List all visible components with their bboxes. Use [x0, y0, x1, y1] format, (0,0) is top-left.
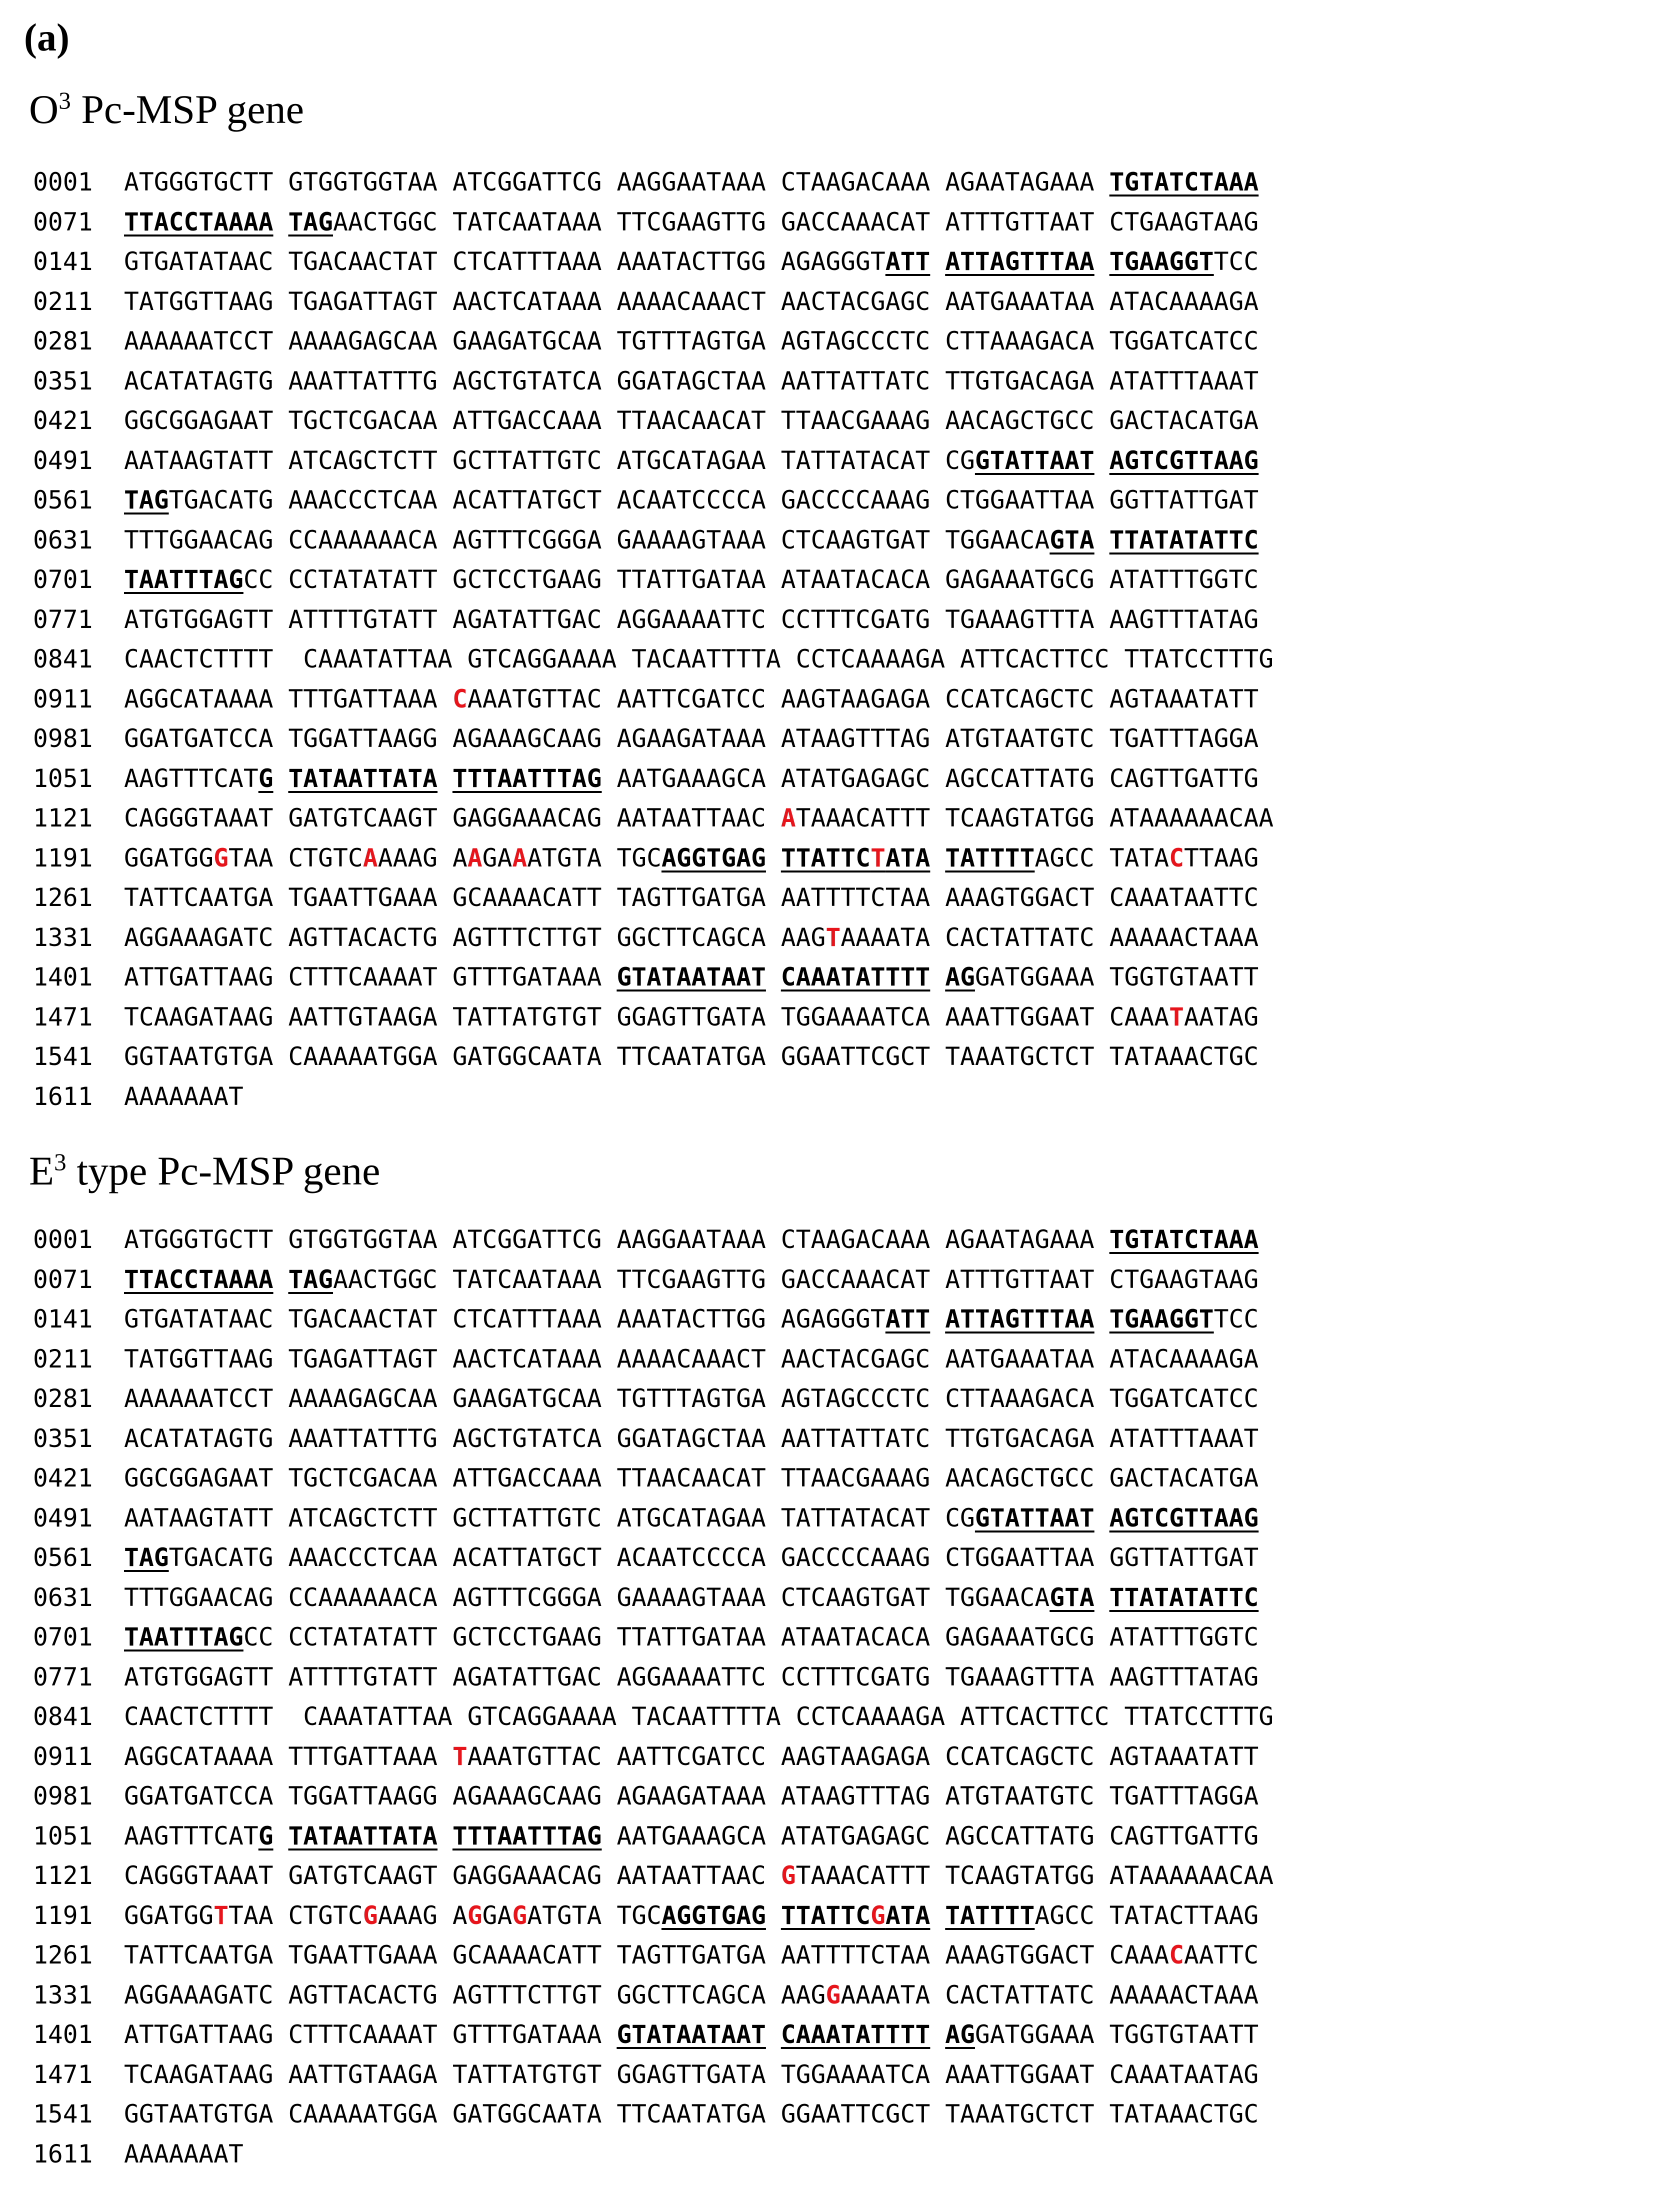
sequence-segment: [1094, 1304, 1110, 1334]
primer-site-segment: ATTAGTTTAA: [945, 1304, 1094, 1334]
sequence-segment: TTTGGAACAG CCAAAAAACA AGTTTCGGGA GAAAAGTAAA CTCAAGTGAT TGGAACA: [124, 525, 1050, 554]
snp-base: A: [512, 843, 528, 872]
primer-site-segment: TTACCTAAAA: [124, 207, 274, 236]
sequence-segment: AATAG: [1184, 1002, 1259, 1032]
sequence-line: [33, 2055, 1274, 2095]
sequence-line: [33, 600, 1274, 640]
sequence-segment: AAAATA CACTATTATC AAAAACTAAA: [840, 922, 1259, 952]
line-number: 0281: [33, 1384, 93, 1413]
snp-base: G: [780, 1861, 796, 1890]
sequence-segment: [1094, 446, 1110, 475]
sequence-segment: GATGGAAA TGGTGTAATT: [974, 2020, 1259, 2049]
primer-site-segment: AG: [945, 962, 975, 992]
sequence-line: [33, 1896, 1274, 1936]
sequence-segment: [274, 764, 288, 793]
sequence-line: [33, 1538, 1274, 1578]
sequence-segment: [930, 2020, 945, 2049]
primer-site-segment: CAAATATTTT: [780, 2020, 930, 2049]
snp-base: A: [467, 843, 482, 872]
sequence-segment: [274, 208, 288, 236]
sequence-line: [33, 202, 1274, 242]
sequence-segment: GTGATATAAC TGACAACTAT CTCATTTAAA AAATACTTGG AGAGGGT: [124, 1304, 886, 1334]
sequence-line: [33, 759, 1274, 799]
sequence-segment: AAGTTTCAT: [124, 764, 258, 793]
sequence-segment: TCC: [1214, 1304, 1259, 1334]
line-number: 1331: [33, 1980, 93, 2010]
sequence-segment: [438, 1822, 452, 1850]
sequence-line: [33, 1037, 1274, 1077]
sequence-segment: AGGAAAGATC AGTTACACTG AGTTTCTTGT GGCTTCAGCA AAG: [124, 1980, 826, 2010]
sequence-line: [33, 1419, 1274, 1459]
line-number: 0981: [33, 724, 93, 753]
sequence-segment: AATAAGTATT ATCAGCTCTT GCTTATTGTC ATGCATAGAA TATTATACAT CG: [124, 446, 975, 475]
snp-base: G: [214, 843, 229, 872]
primer-snp-base: G: [870, 1900, 886, 1930]
sequence-segment: CAGGGTAAAT GATGTCAAGT GAGGAAACAG AATAATTAAC: [124, 804, 781, 832]
sequence-line: [33, 1077, 1274, 1117]
line-number: 1191: [33, 1900, 93, 1930]
section-title-superscript: 3: [54, 1148, 66, 1176]
line-number: 0631: [33, 1582, 93, 1612]
line-number: 1261: [33, 883, 93, 912]
line-number: 0981: [33, 1782, 93, 1810]
sequence-line: [33, 1936, 1274, 1976]
primer-site-segment: TTATTC: [780, 843, 870, 872]
sequence-line: [33, 1379, 1274, 1419]
snp-base: A: [362, 843, 378, 872]
sequence-segment: TAAACATTT TCAAGTATGG ATAAAAAACAA: [796, 804, 1274, 832]
sequence-segment: ATTGATTAAG CTTTCAAAAT GTTTGATAAA: [124, 962, 617, 992]
primer-site-segment: TTTAATTTAG: [452, 1821, 602, 1850]
primer-site-segment: TAG: [288, 207, 334, 236]
snp-base: G: [467, 1900, 482, 1930]
sequence-segment: AGCC TATACTTAAG: [1034, 1900, 1259, 1930]
sequence-segment: AGCC TATA: [1034, 843, 1170, 872]
primer-site-segment: GTATTAAT: [974, 1503, 1094, 1532]
sequence-line: [33, 560, 1274, 600]
snp-base: C: [1169, 843, 1184, 872]
line-number: 1121: [33, 804, 93, 832]
line-number: 0421: [33, 1464, 93, 1492]
sequence-segment: AATGAAAGCA ATATGAGAGC AGCCATTATG CAGTTGATTG: [602, 1821, 1259, 1850]
section-title-o3: [29, 86, 304, 133]
sequence-segment: GGATGATCCA TGGATTAAGG AGAAAGCAAG AGAAGATAAA ATAAGTTTAG ATGTAATGTC TGATTTAGGA: [124, 1782, 1259, 1810]
line-number: 1611: [33, 2139, 93, 2168]
line-number: 0561: [33, 486, 93, 514]
primer-site-segment: TGTATCTAAA: [1109, 1225, 1259, 1254]
sequence-line: [33, 2015, 1274, 2055]
sequence-segment: GGCGGAGAAT TGCTCGACAA ATTGACCAAA TTAACAACAT TTAACGAAAG AACAGCTGCC GACTACATGA: [124, 406, 1259, 435]
sequence-segment: GGTAATGTGA CAAAAATGGA GATGGCAATA TTCAATATGA GGAATTCGCT TAAATGCTCT TATAAACTGC: [124, 2100, 1259, 2128]
primer-site-segment: ATT: [885, 247, 930, 276]
sequence-line: [33, 2094, 1274, 2134]
line-number: 0351: [33, 1424, 93, 1453]
sequence-block-o3: [33, 162, 1274, 1116]
sequence-segment: [1094, 1504, 1110, 1532]
primer-site-segment: TTACCTAAAA: [124, 1264, 274, 1294]
line-number: 0631: [33, 525, 93, 554]
primer-site-segment: TAATTTAG: [124, 565, 244, 594]
sequence-segment: AAGTTTCAT: [124, 1821, 258, 1850]
snp-base: T: [826, 922, 841, 952]
line-number: 0701: [33, 1622, 93, 1652]
line-number: 0071: [33, 207, 93, 236]
sequence-line: [33, 719, 1274, 759]
sequence-line: [33, 480, 1274, 520]
primer-site-segment: AG: [945, 2020, 975, 2049]
primer-site-segment: CAAATATTTT: [780, 962, 930, 992]
sequence-line: [33, 1737, 1274, 1777]
primer-site-segment: TTATATATTC: [1109, 525, 1259, 554]
primer-site-segment: ATT: [885, 1304, 930, 1334]
sequence-line: [33, 282, 1274, 322]
section-title-prefix: O: [29, 86, 59, 132]
primer-site-segment: ATA: [885, 843, 930, 872]
sequence-line: [33, 1856, 1274, 1896]
primer-site-segment: TGAAGGT: [1109, 1304, 1214, 1334]
snp-base: A: [780, 804, 796, 832]
line-number: 1541: [33, 1042, 93, 1071]
sequence-segment: [766, 1901, 781, 1930]
snp-base: T: [214, 1900, 229, 1930]
sequence-segment: TGACATG AAACCCTCAA ACATTATGCT ACAATCCCCA GACCCCAAAG CTGGAATTAA GGTTATTGAT: [168, 1543, 1259, 1572]
primer-site-segment: TATAATTATA: [288, 1821, 438, 1850]
sequence-segment: [930, 844, 945, 872]
primer-site-segment: TATTTT: [945, 843, 1035, 872]
sequence-segment: [930, 247, 945, 276]
sequence-segment: AGGCATAAAA TTTGATTAAA: [124, 1742, 452, 1771]
sequence-segment: TGACATG AAACCCTCAA ACATTATGCT ACAATCCCCA GACCCCAAAG CTGGAATTAA GGTTATTGAT: [168, 486, 1259, 514]
sequence-segment: TATGGTTAAG TGAGATTAGT AACTCATAAA AAAACAAACT AACTACGAGC AATGAAATAA ATACAAAAGA: [124, 1344, 1259, 1374]
sequence-line: [33, 362, 1274, 402]
sequence-line: [33, 998, 1274, 1038]
sequence-segment: GTGATATAAC TGACAACTAT CTCATTTAAA AAATACTTGG AGAGGGT: [124, 247, 886, 276]
sequence-segment: TATGGTTAAG TGAGATTAGT AACTCATAAA AAAACAAACT AACTACGAGC AATGAAATAA ATACAAAAGA: [124, 286, 1259, 316]
snp-base: T: [452, 1742, 468, 1771]
line-number: 1121: [33, 1861, 93, 1890]
sequence-segment: AATTC: [1184, 1940, 1259, 1970]
snp-base: C: [1169, 1940, 1184, 1970]
sequence-line: [33, 162, 1274, 202]
sequence-segment: AATGAAAGCA ATATGAGAGC AGCCATTATG CAGTTGATTG: [602, 764, 1259, 793]
line-number: 1051: [33, 764, 93, 793]
line-number: 0771: [33, 604, 93, 634]
line-number: 1611: [33, 1082, 93, 1111]
sequence-segment: CC CCTATATATT GCTCCTGAAG TTATTGATAA ATAATACACA GAGAAATGCG ATATTTGGTC: [243, 1622, 1259, 1652]
sequence-segment: GA: [482, 1900, 512, 1930]
sequence-line: [33, 838, 1274, 878]
sequence-segment: [930, 1304, 945, 1334]
line-number: 0771: [33, 1662, 93, 1692]
sequence-segment: ACATATAGTG AAATTATTTG AGCTGTATCA GGATAGCTAA AATTATTATC TTGTGACAGA ATATTTAAAT: [124, 1424, 1259, 1453]
primer-site-segment: G: [258, 764, 274, 793]
sequence-segment: [274, 1265, 288, 1294]
sequence-segment: TTTGGAACAG CCAAAAAACA AGTTTCGGGA GAAAAGTAAA CTCAAGTGAT TGGAACA: [124, 1582, 1050, 1612]
sequence-segment: ATGGGTGCTT GTGGTGGTAA ATCGGATTCG AAGGAATAAA CTAAGACAAA AGAATAGAAA: [124, 1225, 1110, 1254]
line-number: 0911: [33, 684, 93, 714]
sequence-line: [33, 1816, 1274, 1856]
line-number: 0841: [33, 1702, 93, 1731]
sequence-line: [33, 1976, 1274, 2016]
line-number: 0561: [33, 1543, 93, 1572]
sequence-segment: TATTCAATGA TGAATTGAAA GCAAAACATT TAGTTGATGA AATTTTCTAA AAAGTGGACT CAAA: [124, 1940, 1170, 1970]
sequence-segment: ATTGATTAAG CTTTCAAAAT GTTTGATAAA: [124, 2020, 617, 2049]
primer-site-segment: GTATAATAAT: [616, 2020, 766, 2049]
primer-site-segment: AGTCGTTAAG: [1109, 1503, 1259, 1532]
sequence-segment: [930, 1901, 945, 1930]
sequence-segment: AGGAAAGATC AGTTACACTG AGTTTCTTGT GGCTTCAGCA AAG: [124, 922, 826, 952]
sequence-segment: TATTCAATGA TGAATTGAAA GCAAAACATT TAGTTGATGA AATTTTCTAA AAAGTGGACT CAAATAATTC: [124, 883, 1259, 912]
sequence-segment: TAA CTGTC: [228, 1900, 363, 1930]
sequence-segment: TCAAGATAAG AATTGTAAGA TATTATGTGT GGAGTTGATA TGGAAAATCA AAATTGGAAT CAAA: [124, 1002, 1170, 1032]
line-number: 0001: [33, 1225, 93, 1254]
sequence-segment: [274, 1822, 288, 1850]
primer-snp-base: T: [870, 843, 886, 872]
sequence-segment: AAAG A: [378, 843, 468, 872]
sequence-line: [33, 640, 1274, 680]
sequence-segment: AGGCATAAAA TTTGATTAAA: [124, 684, 452, 714]
sequence-segment: ATGTGGAGTT ATTTTGTATT AGATATTGAC AGGAAAATTC CCTTTCGATG TGAAAGTTTA AAGTTTATAG: [124, 1662, 1259, 1692]
primer-site-segment: GTATTAAT: [974, 446, 1094, 475]
sequence-segment: TAA CTGTC: [228, 843, 363, 872]
sequence-segment: AAATGTTAC AATTCGATCC AAGTAAGAGA CCATCAGCTC AGTAAATATT: [467, 684, 1259, 714]
primer-site-segment: AGTCGTTAAG: [1109, 446, 1259, 475]
sequence-segment: [438, 764, 452, 793]
sequence-segment: AACTGGC TATCAATAAA TTCGAAGTTG GACCAAACAT ATTTGTTAAT CTGAAGTAAG: [333, 1264, 1259, 1294]
sequence-segment: AAAG A: [378, 1900, 468, 1930]
sequence-line: [33, 798, 1274, 838]
sequence-segment: ATGTA TGC: [527, 1900, 662, 1930]
sequence-line: [33, 322, 1274, 362]
sequence-segment: CC CCTATATATT GCTCCTGAAG TTATTGATAA ATAATACACA GAGAAATGCG ATATTTGGTC: [243, 565, 1259, 594]
line-number: 0001: [33, 168, 93, 196]
sequence-line: [33, 1458, 1274, 1498]
sequence-line: [33, 1658, 1274, 1698]
section-title-prefix: E: [29, 1148, 54, 1194]
sequence-segment: TAAACATTT TCAAGTATGG ATAAAAAACAA: [796, 1861, 1274, 1890]
sequence-segment: [766, 2020, 781, 2049]
line-number: 0701: [33, 565, 93, 594]
line-number: 0071: [33, 1264, 93, 1294]
line-number: 1471: [33, 2060, 93, 2089]
figure-label: (a): [24, 16, 70, 59]
sequence-segment: [766, 962, 781, 992]
primer-site-segment: TAATTTAG: [124, 1622, 244, 1652]
sequence-line: [33, 1498, 1274, 1538]
primer-site-segment: TTTAATTTAG: [452, 764, 602, 793]
snp-base: C: [452, 684, 468, 714]
primer-site-segment: AGGTGAG: [661, 843, 766, 872]
sequence-segment: TCC: [1214, 247, 1259, 276]
line-number: 0491: [33, 446, 93, 475]
sequence-line: [33, 242, 1274, 282]
sequence-segment: GGATGG: [124, 1900, 214, 1930]
sequence-segment: [1094, 526, 1110, 554]
sequence-segment: GATGGAAA TGGTGTAATT: [974, 962, 1259, 992]
line-number: 0491: [33, 1503, 93, 1532]
sequence-segment: GGCGGAGAAT TGCTCGACAA ATTGACCAAA TTAACAACAT TTAACGAAAG AACAGCTGCC GACTACATGA: [124, 1464, 1259, 1492]
line-number: 0141: [33, 1304, 93, 1334]
primer-site-segment: TATTTT: [945, 1900, 1035, 1930]
line-number: 1261: [33, 1940, 93, 1970]
sequence-segment: AAATGTTAC AATTCGATCC AAGTAAGAGA CCATCAGCTC AGTAAATATT: [467, 1742, 1259, 1771]
sequence-segment: GGTAATGTGA CAAAAATGGA GATGGCAATA TTCAATATGA GGAATTCGCT TAAATGCTCT TATAAACTGC: [124, 1042, 1259, 1071]
line-number: 0141: [33, 247, 93, 276]
primer-site-segment: G: [258, 1821, 274, 1850]
sequence-line: [33, 918, 1274, 958]
sequence-line: [33, 1618, 1274, 1658]
sequence-segment: [1094, 247, 1110, 276]
sequence-segment: CAACTCTTTT CAAATATTAA GTCAGGAAAA TACAATTTTA CCTCAAAAGA ATTCACTTCC TTATCCTTTG: [124, 1702, 1274, 1731]
sequence-segment: AAAAAAAT: [124, 2139, 244, 2168]
sequence-segment: AAAATA CACTATTATC AAAAACTAAA: [840, 1980, 1259, 2010]
sequence-segment: [766, 844, 781, 872]
sequence-line: [33, 1220, 1274, 1260]
line-number: 1541: [33, 2100, 93, 2128]
primer-site-segment: GTATAATAAT: [616, 962, 766, 992]
snp-base: G: [362, 1900, 378, 1930]
sequence-segment: GGATGG: [124, 843, 214, 872]
line-number: 0281: [33, 326, 93, 356]
primer-site-segment: TTATATATTC: [1109, 1582, 1259, 1612]
sequence-segment: AAAAAATCCT AAAAGAGCAA GAAGATGCAA TGTTTAGTGA AGTAGCCCTC CTTAAAGACA TGGATCATCC: [124, 1384, 1259, 1413]
sequence-segment: ACATATAGTG AAATTATTTG AGCTGTATCA GGATAGCTAA AATTATTATC TTGTGACAGA ATATTTAAAT: [124, 366, 1259, 396]
sequence-segment: [930, 962, 945, 992]
primer-site-segment: TTATTC: [780, 1900, 870, 1930]
sequence-line: [33, 878, 1274, 918]
sequence-segment: AACTGGC TATCAATAAA TTCGAAGTTG GACCAAACAT ATTTGTTAAT CTGAAGTAAG: [333, 207, 1259, 236]
sequence-line: [33, 401, 1274, 441]
snp-base: T: [1169, 1002, 1184, 1032]
sequence-segment: AAAAAATCCT AAAAGAGCAA GAAGATGCAA TGTTTAGTGA AGTAGCCCTC CTTAAAGACA TGGATCATCC: [124, 326, 1259, 356]
sequence-segment: TCAAGATAAG AATTGTAAGA TATTATGTGT GGAGTTGATA TGGAAAATCA AAATTGGAAT CAAATAATAG: [124, 2060, 1259, 2089]
primer-site-segment: TAG: [124, 1543, 169, 1572]
sequence-line: [33, 680, 1274, 720]
primer-site-segment: TAG: [124, 486, 169, 514]
line-number: 1401: [33, 2020, 93, 2049]
section-title-superscript: 3: [58, 86, 71, 114]
sequence-line: [33, 1300, 1274, 1340]
line-number: 0211: [33, 1344, 93, 1374]
primer-site-segment: TGTATCTAAA: [1109, 168, 1259, 196]
sequence-segment: CAGGGTAAAT GATGTCAAGT GAGGAAACAG AATAATTAAC: [124, 1861, 781, 1890]
sequence-segment: GGATGATCCA TGGATTAAGG AGAAAGCAAG AGAAGATAAA ATAAGTTTAG ATGTAATGTC TGATTTAGGA: [124, 724, 1259, 753]
line-number: 1051: [33, 1821, 93, 1850]
sequence-line: [33, 2134, 1274, 2174]
section-title-suffix: Pc-MSP gene: [70, 86, 304, 132]
line-number: 0211: [33, 286, 93, 316]
sequence-block-e3: [33, 1220, 1274, 2174]
sequence-segment: ATGGGTGCTT GTGGTGGTAA ATCGGATTCG AAGGAATAAA CTAAGACAAA AGAATAGAAA: [124, 168, 1110, 196]
line-number: 1331: [33, 922, 93, 952]
line-number: 0841: [33, 644, 93, 674]
sequence-segment: TTAAG: [1184, 843, 1259, 872]
primer-site-segment: TGAAGGT: [1109, 247, 1214, 276]
line-number: 0911: [33, 1742, 93, 1771]
primer-site-segment: ATA: [885, 1900, 930, 1930]
sequence-segment: AATAAGTATT ATCAGCTCTT GCTTATTGTC ATGCATAGAA TATTATACAT CG: [124, 1503, 975, 1532]
sequence-line: [33, 1578, 1274, 1618]
line-number: 1191: [33, 843, 93, 872]
sequence-line: [33, 1340, 1274, 1380]
sequence-segment: ATGTA TGC: [527, 843, 662, 872]
line-number: 0351: [33, 366, 93, 396]
sequence-segment: CAACTCTTTT CAAATATTAA GTCAGGAAAA TACAATTTTA CCTCAAAAGA ATTCACTTCC TTATCCTTTG: [124, 644, 1274, 674]
sequence-segment: ATGTGGAGTT ATTTTGTATT AGATATTGAC AGGAAAATTC CCTTTCGATG TGAAAGTTTA AAGTTTATAG: [124, 604, 1259, 634]
sequence-line: [33, 1776, 1274, 1816]
line-number: 1401: [33, 962, 93, 992]
sequence-line: [33, 520, 1274, 560]
sequence-line: [33, 958, 1274, 998]
line-number: 1471: [33, 1002, 93, 1032]
section-title-e3: [29, 1148, 380, 1194]
snp-base: G: [826, 1980, 841, 2010]
primer-site-segment: ATTAGTTTAA: [945, 247, 1094, 276]
sequence-segment: AAAAAAAT: [124, 1082, 244, 1111]
sequence-line: [33, 441, 1274, 481]
primer-site-segment: GTA: [1050, 1582, 1094, 1612]
sequence-line: [33, 1697, 1274, 1737]
primer-site-segment: GTA: [1050, 525, 1094, 554]
snp-base: G: [512, 1900, 528, 1930]
primer-site-segment: TAG: [288, 1264, 334, 1294]
primer-site-segment: TATAATTATA: [288, 764, 438, 793]
primer-site-segment: AGGTGAG: [661, 1900, 766, 1930]
line-number: 0421: [33, 406, 93, 435]
sequence-segment: [1094, 1583, 1110, 1612]
section-title-suffix: type Pc-MSP gene: [66, 1148, 380, 1194]
sequence-segment: GA: [482, 843, 512, 872]
sequence-line: [33, 1260, 1274, 1300]
